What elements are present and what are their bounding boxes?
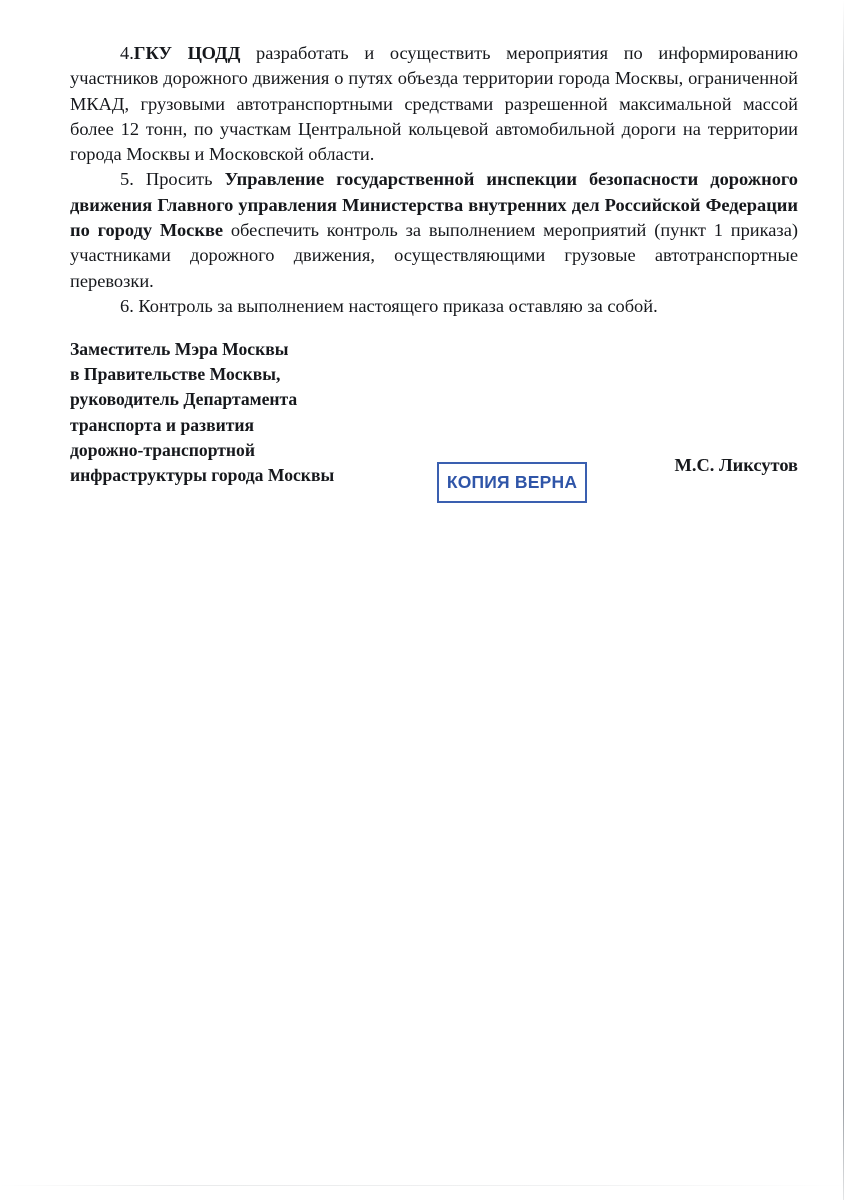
signatory-title-line-1: Заместитель Мэра Москвы <box>70 339 289 359</box>
paragraph-5-number: 5. <box>120 169 134 190</box>
paragraph-5-bold-authority: Управление государственной инспекции безопасности дорожного движения Главного управления Министерства внутренних дел Российской Федерации по городу Москве <box>70 169 798 241</box>
scan-edge-line-bottom <box>0 1185 849 1186</box>
paragraph-5-text: обеспечить контроль за выполнением мероприятий (пункт 1 приказа) участниками дорожного движения, осуществляющими грузовые автотранспортные перевозки. <box>70 220 798 291</box>
signatory-title-line-4: транспорта и развития <box>70 414 255 435</box>
signatory-title-line-6: инфраструктуры города Москвы <box>70 465 335 486</box>
scan-edge-line-right <box>843 0 844 1200</box>
paragraph-6-text: Контроль за выполнением настоящего приказа оставляю за собой. <box>133 295 658 316</box>
signatory-title-line-3: руководитель Департамента <box>70 389 298 410</box>
signatory-title-block <box>70 337 470 488</box>
paragraph-4-bold-lead: ГКУ ЦОДД <box>133 43 241 63</box>
paragraph-5 <box>70 167 798 293</box>
paragraph-4-number: 4. <box>120 43 134 63</box>
paragraph-6-number: 6. <box>120 295 134 316</box>
paragraph-4-text: разработать и осуществить мероприятия по информированию участников дорожного движения о путях объезда территории города Москвы, ограниченной МКАД, грузовыми автотранспортными средствами разрешенной максимальной массой более 12 тонн, по участкам Центральной кольцевой автомобильной дороги на территории города Москвы и Московской области. <box>70 43 798 165</box>
copy-certified-stamp-text: КОПИЯ ВЕРНА <box>446 472 578 492</box>
paragraph-5-prefix: Просить <box>133 169 225 190</box>
document-body <box>70 41 798 319</box>
signer-name: М.С. Ликсутов <box>674 455 798 475</box>
signatory-title-line-2: в Правительстве Москвы, <box>70 364 281 385</box>
signatory-title-line-5: дорожно-транспортной <box>70 439 255 460</box>
paragraph-6 <box>70 294 798 319</box>
paragraph-4 <box>70 41 798 167</box>
